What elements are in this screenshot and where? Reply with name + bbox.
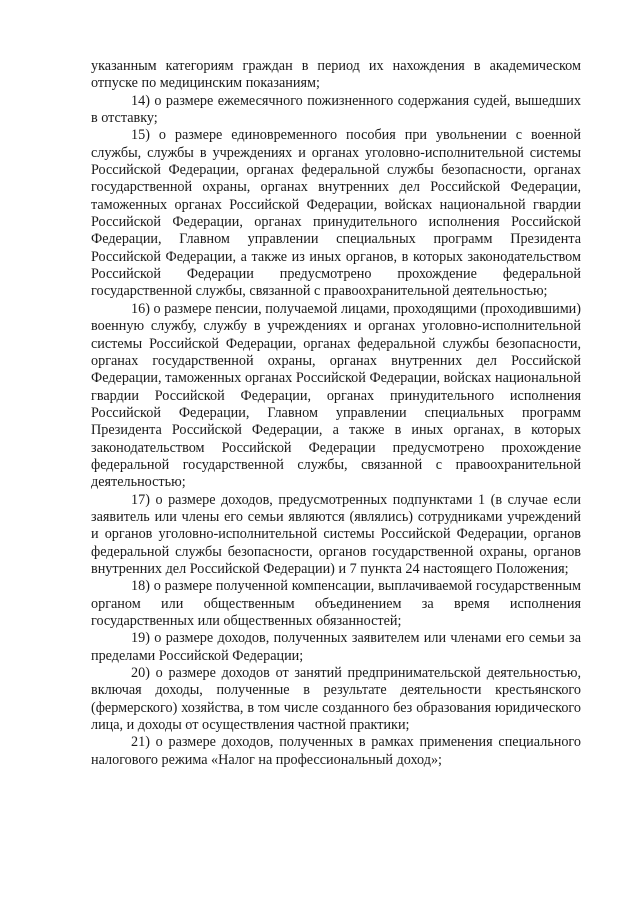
paragraph-item-17: 17) о размере доходов, предусмотренных подпунктами 1 (в случае если заявитель или члены его семьи являются (являлись) сотрудниками учреждений и органов уголовно-исполнительной системы Российской Федерации, органов федеральной службы безопасности, органов государственной охраны, органов внутренних дел Российской Федерации) и 7 пункта 24 настоящего Положения; <box>91 491 581 577</box>
paragraph-continuation: указанным категориям граждан в период их нахождения в академическом отпуске по медицинским показаниям; <box>91 58 581 92</box>
paragraph-item-20: 20) о размере доходов от занятий предпринимательской деятельностью, включая доходы, полученные в результате деятельности крестьянского (фермерского) хозяйства, в том числе созданного без образования юридического лица, и доходы от осуществления частной практики; <box>91 665 581 734</box>
paragraph-item-15: 15) о размере единовременного пособия при увольнении с военной службы, службы в учреждениях и органах уголовно-исполнительной системы Российской Федерации, органах федеральной службы безопасности, органах государственной охраны, органах внутренних дел Российской Федерации, таможенных органах Российской Федерации, войсках национальной гвардии Российской Федерации, органах принудительного исполнения Российской Федерации, Главном управлении специальных программ Президента Российской Федерации, а также из иных органов, в которых законодательством Российской Федерации предусмотрено прохождение федеральной государственной службы, связанной с правоохранительной деятельностью; <box>91 127 581 300</box>
paragraph-item-16: 16) о размере пенсии, получаемой лицами, проходящими (проходившими) военную службу, службу в учреждениях и органах уголовно-исполнительной системы Российской Федерации, органах федеральной службы безопасности, органах государственной охраны, органах внутренних дел Российской Федерации, таможенных органах Российской Федерации, войсках национальной гвардии Российской Федерации, органах принудительного исполнения Российской Федерации, Главном управлении специальных программ Президента Российской Федерации, а также в иных органах, в которых законодательством Российской Федерации предусмотрено прохождение федеральной государственной службы, связанной с правоохранительной деятельностью; <box>91 300 581 491</box>
document-page <box>91 58 581 769</box>
paragraph-item-19: 19) о размере доходов, полученных заявителем или членами его семьи за пределами Российской Федерации; <box>91 630 581 664</box>
paragraph-item-18: 18) о размере полученной компенсации, выплачиваемой государственным органом или общественным объединением за время исполнения государственных или общественных обязанностей; <box>91 578 581 629</box>
paragraph-item-21: 21) о размере доходов, полученных в рамках применения специального налогового режима «Налог на профессиональный доход»; <box>91 734 581 768</box>
paragraph-item-14: 14) о размере ежемесячного пожизненного содержания судей, вышедших в отставку; <box>91 92 581 127</box>
